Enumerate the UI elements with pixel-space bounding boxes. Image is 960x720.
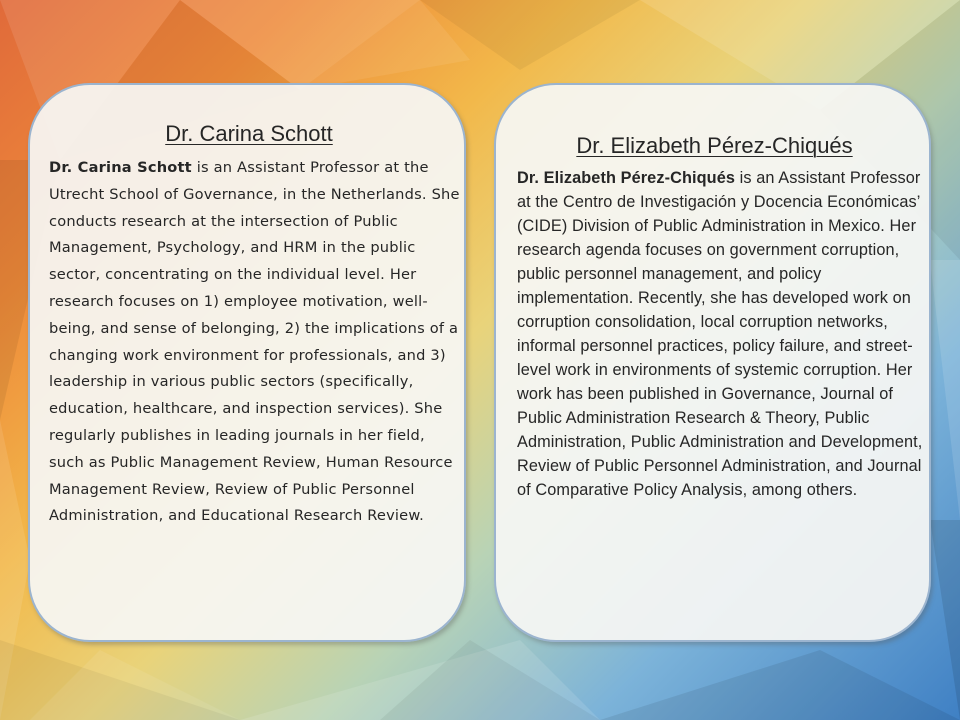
- profile-bio-text: is an Assistant Professor at the Utrecht School of Governance, in the Netherlands. She conducts research at the intersection of Public Management, Psychology, and HRM in the public sector, concentrating on the individual level. Her research focuses on 1) employee motivation, well-being, and sense of belonging, 2) the implications of a changing work environment for professionals, and 3) leadership in various public sectors (specifically, education, healthcare, and inspection services). She regularly publishes in leading journals in her field, such as Public Management Review, Human Resource Management Review, Review of Public Personnel Administration, and Educational Research Review.: [49, 159, 460, 525]
- profile-name-bold: Dr. Carina Schott: [49, 159, 192, 176]
- profile-bio: [517, 166, 925, 502]
- profile-title: Dr. Elizabeth Pérez-Chiqués: [576, 133, 853, 158]
- profile-card-carina-schott: [28, 83, 466, 642]
- profile-card-elizabeth-perez-chiques: [494, 83, 931, 642]
- profile-name-bold: Dr. Elizabeth Pérez-Chiqués: [517, 169, 736, 187]
- profile-bio-text: is an Assistant Professor at the Centro de Investigación y Docencia Económicas’ (CIDE) Division of Public Administration in Mexico. Her research agenda focuses on government corruption, public personnel management, and policy implementation. Recently, she has developed work on corruption consolidation, local corruption networks, informal personnel practices, policy failure, and street-level work in environments of systemic corruption. Her work has been published in Governance, Journal of Public Administration Research & Theory, Public Administration, Public Administration and Development, Review of Public Personnel Administration, and Journal of Comparative Policy Analysis, among others.: [517, 169, 923, 499]
- profile-title: Dr. Carina Schott: [165, 121, 333, 146]
- profile-bio: [49, 155, 461, 530]
